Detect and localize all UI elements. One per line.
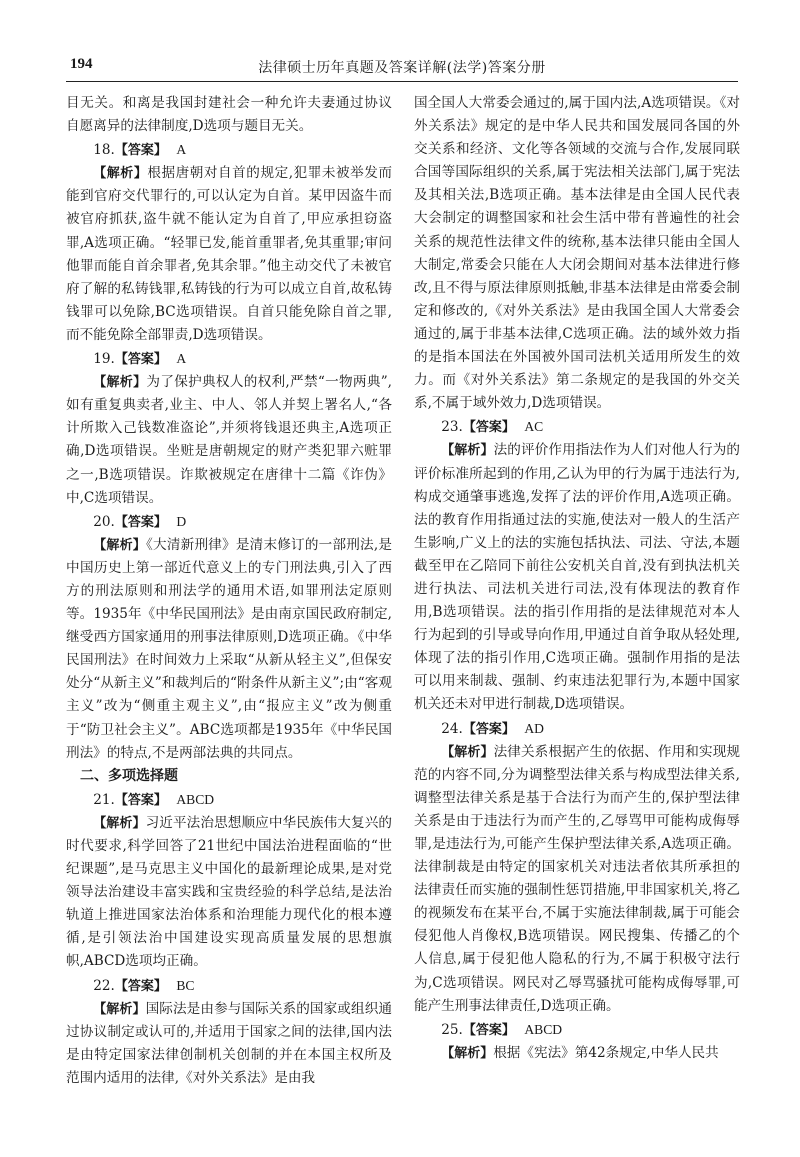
analysis-text: 根据唐朝对自首的规定,犯罪未被举发而能到官府交代罪行的,可以认定为自首。某甲因盗牛而被官府抓获,盗牛就不能认定为自首了,甲应承担窃盗罪,A选项正确。“轻罪已发,能首重罪者,免其重罪;审问他罪而能自首余罪者,免其余罪。”他主动交代了未被官府了解的私铸钱罪,私铸钱的行为可以成立自首,故私铸钱罪可以免除,BC选项错误。自首只能免除自首之罪,而不能免除全部罪责,D选项错误。 [66, 165, 392, 343]
answer-tag: 【答案】 [114, 514, 167, 530]
analysis-22 [66, 998, 392, 1090]
question-number: 22. [93, 977, 115, 994]
analysis-tag: 【解析】 [441, 744, 494, 760]
analysis-text: 国际法是由参与国际关系的国家或组织通过协议制定或认可的,并适用于国家之间的法律,国内法是由特定国家法律创制机关创制的并在本国主权所及范围内适用的法律,《对外关系法》是由我 [66, 1000, 392, 1086]
analysis-tag: 【解析】 [93, 815, 146, 831]
answer-value: AC [524, 419, 544, 435]
answer-tag: 【答案】 [462, 420, 515, 436]
answer-line-18 [66, 138, 392, 162]
answer-tag: 【答案】 [114, 352, 167, 368]
question-number: 23. [441, 419, 463, 436]
right-column [414, 92, 740, 1065]
answer-line-22 [66, 974, 392, 998]
answer-value: BC [176, 977, 195, 993]
analysis-25 [414, 1042, 740, 1065]
question-number: 20. [93, 513, 115, 530]
analysis-24 [414, 741, 740, 1018]
page-number: 194 [70, 56, 93, 72]
answer-tag: 【答案】 [114, 978, 167, 994]
question-number: 25. [441, 1021, 463, 1038]
answer-value: AD [524, 720, 544, 736]
analysis-21 [66, 812, 392, 974]
analysis-20 [66, 534, 392, 765]
continued-paragraph: 目无关。和离是我国封建社会一种允许夫妻通过协议自愿离异的法律制度,D选项与题目无关。 [66, 95, 392, 135]
page-header [66, 52, 738, 82]
analysis-tag: 【解析】 [93, 1001, 146, 1017]
section-heading: 二、多项选择题 [80, 767, 178, 784]
answer-line-23 [414, 415, 740, 439]
answer-line-21 [66, 788, 392, 812]
answer-value: A [176, 351, 187, 367]
running-title: 法律硕士历年真题及答案详解(法学)答案分册 [258, 60, 546, 76]
analysis-text: 为了保护典权人的权利,严禁“一物两典”,如有重复典卖者,业主、中人、邻人并契上署名人,“各计所欺入己钱数准盗论”,并须将钱退还典主,A选项正确,D选项错误。坐赃是唐朝规定的财产类犯罪六赃罪之一,B选项错误。诈欺被规定在唐律十二篇《诈伪》中,C选项错误。 [66, 374, 392, 506]
answer-line-25 [414, 1018, 740, 1042]
answer-value: ABCD [524, 1021, 563, 1037]
analysis-text: 习近平法治思想顺应中华民族伟大复兴的时代要求,科学回答了21世纪中国法治进程面临的“世纪课题”,是马克思主义中国化的最新理论成果,是对党领导法治建设丰富实践和宝贵经验的科学总结,是法治轨道上推进国家法治体系和治理能力现代化的根本遵循,是引领法治中国建设实现高质量发展的思想旗帜,ABCD选项均正确。 [66, 814, 392, 970]
answer-value: A [176, 142, 187, 158]
left-column [66, 92, 392, 1090]
answer-tag: 【答案】 [114, 792, 167, 808]
continued-analysis-22: 国全国人大常委会通过的,属于国内法,A选项错误。《对外关系法》规定的是中华人民共和国发展同各国的外交关系和经济、文化等各领域的交流与合作,发展同联合国等国际组织的关系,属于宪法相关法部门,属于宪法及其相关法,B选项正确。基本法律是由全国人民代表大会制定的调整国家和社会生活中带有普遍性的社会关系的规范性法律文件的统称,基本法律只能由全国人大制定,常委会只能在人大闭会期间对基本法律进行修改,且不得与原法律原则抵触,非基本法律是由常委会制定和修改的,《对外关系法》是由我国全国人大常委会通过的,属于非基本法律,C选项正确。法的域外效力指的是指本国法在外国被外国司法机关适用所发生的效力。而《对外关系法》第二条规定的是我国的外交关系,不属于域外效力,D选项错误。 [414, 95, 740, 412]
answer-tag: 【答案】 [462, 1022, 515, 1038]
analysis-19 [66, 371, 392, 510]
answer-value: D [176, 513, 187, 529]
analysis-tag: 【解析】 [441, 1045, 494, 1061]
question-number: 18. [93, 142, 115, 159]
analysis-tag: 【解析】 [441, 443, 494, 459]
answer-line-19 [66, 347, 392, 371]
analysis-text: 根据《宪法》第42条规定,中华人民共 [493, 1044, 719, 1061]
answer-line-20 [66, 510, 392, 534]
answer-tag: 【答案】 [462, 721, 515, 737]
analysis-23 [414, 439, 740, 716]
answer-tag: 【答案】 [114, 143, 167, 159]
analysis-tag: 【解析】 [93, 537, 147, 553]
answer-line-24 [414, 717, 740, 741]
question-number: 19. [93, 351, 115, 368]
analysis-18 [66, 162, 392, 347]
analysis-text: 法律关系根据产生的依据、作用和实现规范的内容不同,分为调整型法律关系与构成型法律关系,调整型法律关系是基于合法行为而产生的,保护型法律关系是由于违法行为而产生的,乙辱骂甲可能构成侮辱罪,是违法行为,可能产生保护型法律关系,A选项正确。法律制裁是由特定的国家机关对违法者依其所承担的法律责任而实施的强制性惩罚措施,甲非国家机关,将乙的视频发布在某平台,不属于实施法律制裁,属于可能会侵犯他人肖像权,B选项错误。网民搜集、传播乙的个人信息,属于侵犯他人隐私的行为,不属于积极守法行为,C选项错误。网民对乙辱骂骚扰可能构成侮辱罪,可能产生刑事法律责任,D选项正确。 [414, 743, 740, 1014]
analysis-text: 《大清新刑律》是清末修订的一部刑法,是中国历史上第一部近代意义上的专门刑法典,引入了西方的刑法原则和刑法学的通用术语,如罪刑法定原则等。1935年《中华民国刑法》是由南京国民政府制定,继受西方国家通用的刑事法律原则,D选项正确。《中华民国刑法》在时间效力上采取“从新从轻主义”,但保安处分“从新主义”和裁判后的“附条件从新主义”;由“客观主义”改为“侧重主观主义”,由“报应主义”改为侧重于“防卫社会主义”。ABC选项都是1935年《中华民国刑法》的特点,不是两部法典的共同点。 [66, 536, 392, 761]
question-number: 21. [93, 791, 115, 808]
analysis-tag: 【解析】 [93, 166, 148, 182]
question-number: 24. [441, 720, 463, 737]
analysis-text: 法的评价作用指法作为人们对他人行为的评价标准所起到的作用,乙认为甲的行为属于违法行为,构成交通肇事逃逸,发挥了法的评价作用,A选项正确。法的教育作用指通过法的实施,使法对一般人的生活产生影响,广义上的法的实施包括执法、司法、守法,本题截至甲在乙陪同下前往公安机关自首,没有到执法机关进行执法、司法机关进行司法,没有体现法的教育作用,B选项错误。法的指引作用指的是法律规范对本人行为起到的引导或导向作用,甲通过自首争取从轻处理,体现了法的指引作用,C选项正确。强制作用指的是法可以用来制裁、强制、约束违法犯罪行为,本题中国家机关还未对甲进行制裁,D选项错误。 [414, 442, 740, 713]
answer-value: ABCD [176, 791, 215, 807]
analysis-tag: 【解析】 [93, 375, 147, 391]
